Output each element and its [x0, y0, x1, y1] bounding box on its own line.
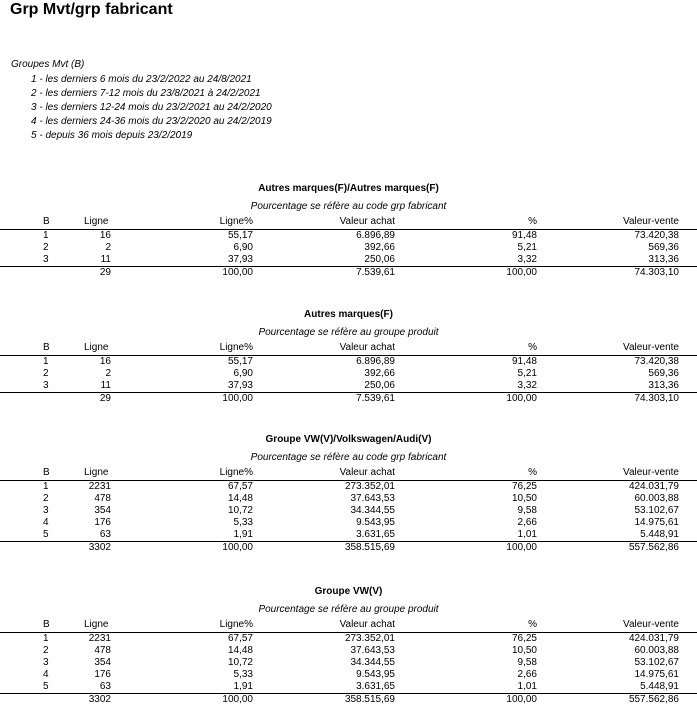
section-title: Groupe VW(V)/Volkswagen/Audi(V) — [265, 434, 432, 445]
column-header-b: B — [43, 216, 50, 227]
legend-item: 5 - depuis 36 mois depuis 23/2/2019 — [31, 130, 193, 141]
total-ligne-pct: 100,00 — [222, 694, 253, 705]
column-header-valeur-achat: Valeur achat — [339, 467, 395, 478]
column-header-valeur-vente: Valeur-vente — [623, 216, 679, 227]
cell-valeur-vente: 5.448,91 — [640, 529, 679, 540]
section-subtitle: Pourcentage se réfère au code grp fabricant — [250, 452, 447, 463]
cell-valeur-vente: 5.448,91 — [640, 681, 679, 692]
cell-pct: 10,50 — [511, 645, 537, 656]
cell-b: 2 — [43, 242, 49, 253]
cell-ligne-pct: 1,91 — [233, 681, 253, 692]
cell-b: 3 — [43, 657, 49, 668]
table-row — [0, 669, 697, 681]
table-row — [0, 368, 697, 380]
cell-ligne-pct: 1,91 — [233, 529, 253, 540]
table-row — [0, 645, 697, 657]
cell-valeur-vente: 60.003,88 — [634, 493, 679, 504]
column-header-ligne-pct: Ligne% — [219, 216, 253, 227]
cell-valeur-achat: 37.643,53 — [350, 645, 395, 656]
total-row — [0, 541, 697, 553]
cell-ligne-pct: 6,90 — [233, 368, 253, 379]
table-row — [0, 380, 697, 392]
table-row — [0, 493, 697, 505]
total-valeur-vente: 74.303,10 — [634, 393, 679, 404]
cell-pct: 91,48 — [511, 356, 537, 367]
total-ligne: 3302 — [88, 694, 111, 705]
total-ligne: 3302 — [88, 542, 111, 553]
total-ligne: 29 — [99, 393, 111, 404]
cell-valeur-vente: 313,36 — [648, 254, 679, 265]
cell-valeur-achat: 34.344,55 — [350, 657, 395, 668]
cell-pct: 2,66 — [517, 517, 537, 528]
data-table — [0, 619, 697, 705]
total-pct: 100,00 — [506, 542, 537, 553]
cell-ligne-pct: 10,72 — [227, 657, 253, 668]
cell-ligne: 2231 — [88, 633, 111, 644]
cell-valeur-vente: 569,36 — [648, 368, 679, 379]
cell-ligne-pct: 55,17 — [227, 230, 253, 241]
total-ligne-pct: 100,00 — [222, 393, 253, 404]
total-valeur-vente: 557.562,86 — [628, 542, 679, 553]
section-title: Groupe VW(V) — [314, 586, 383, 597]
cell-b: 5 — [43, 681, 49, 692]
table-row — [0, 633, 697, 645]
section-title: Autres marques(F) — [304, 309, 393, 320]
column-header-pct: % — [528, 619, 537, 630]
table-row — [0, 517, 697, 529]
total-valeur-achat: 7.539,61 — [356, 267, 395, 278]
cell-valeur-vente: 424.031,79 — [628, 481, 679, 492]
cell-ligne: 176 — [94, 669, 111, 680]
cell-valeur-achat: 3.631,65 — [356, 529, 395, 540]
cell-valeur-vente: 14.975,61 — [634, 669, 679, 680]
cell-pct: 76,25 — [511, 481, 537, 492]
column-header-ligne: Ligne — [84, 342, 109, 353]
cell-valeur-vente: 60.003,88 — [634, 645, 679, 656]
column-header-valeur-vente: Valeur-vente — [623, 342, 679, 353]
cell-pct: 3,32 — [517, 380, 537, 391]
cell-ligne-pct: 14,48 — [227, 493, 253, 504]
total-row — [0, 693, 697, 705]
table-header-row — [0, 467, 697, 481]
legend-item: 3 - les derniers 12-24 mois du 23/2/2021 au 24/2/2020 — [31, 102, 272, 113]
table-header-row — [0, 342, 697, 356]
cell-b: 1 — [43, 356, 49, 367]
cell-valeur-achat: 392,66 — [364, 242, 395, 253]
cell-b: 3 — [43, 380, 49, 391]
table-row — [0, 529, 697, 541]
total-pct: 100,00 — [506, 694, 537, 705]
total-valeur-achat: 7.539,61 — [356, 393, 395, 404]
cell-valeur-achat: 6.896,89 — [356, 230, 395, 241]
cell-ligne-pct: 37,93 — [227, 254, 253, 265]
data-table — [0, 342, 697, 404]
total-ligne-pct: 100,00 — [222, 542, 253, 553]
table-row — [0, 505, 697, 517]
column-header-valeur-vente: Valeur-vente — [623, 467, 679, 478]
table-row — [0, 242, 697, 254]
column-header-pct: % — [528, 342, 537, 353]
table-row — [0, 254, 697, 266]
cell-valeur-vente: 14.975,61 — [634, 517, 679, 528]
cell-valeur-achat: 3.631,65 — [356, 681, 395, 692]
table-row — [0, 657, 697, 669]
total-row — [0, 266, 697, 278]
cell-valeur-achat: 250,06 — [364, 254, 395, 265]
cell-ligne: 2 — [105, 242, 111, 253]
column-header-valeur-achat: Valeur achat — [339, 619, 395, 630]
cell-pct: 9,58 — [517, 657, 537, 668]
cell-valeur-achat: 6.896,89 — [356, 356, 395, 367]
cell-valeur-achat: 250,06 — [364, 380, 395, 391]
data-table — [0, 216, 697, 278]
cell-ligne: 478 — [94, 645, 111, 656]
total-valeur-vente: 74.303,10 — [634, 267, 679, 278]
table-row — [0, 681, 697, 693]
cell-ligne: 16 — [99, 230, 111, 241]
cell-b: 1 — [43, 481, 49, 492]
cell-ligne-pct: 14,48 — [227, 645, 253, 656]
page-title: Grp Mvt/grp fabricant — [10, 1, 173, 18]
cell-valeur-vente: 424.031,79 — [628, 633, 679, 644]
cell-ligne: 354 — [94, 505, 111, 516]
legend-item: 2 - les derniers 7-12 mois du 23/8/2021 à 24/2/2021 — [31, 88, 261, 99]
data-table — [0, 467, 697, 553]
cell-ligne: 16 — [99, 356, 111, 367]
cell-valeur-achat: 34.344,55 — [350, 505, 395, 516]
cell-ligne: 11 — [100, 254, 111, 265]
cell-ligne-pct: 67,57 — [227, 481, 253, 492]
cell-valeur-achat: 273.352,01 — [344, 633, 395, 644]
cell-ligne-pct: 6,90 — [233, 242, 253, 253]
table-row — [0, 230, 697, 242]
cell-b: 2 — [43, 368, 49, 379]
column-header-ligne-pct: Ligne% — [219, 342, 253, 353]
cell-ligne-pct: 10,72 — [227, 505, 253, 516]
cell-ligne: 478 — [94, 493, 111, 504]
cell-valeur-vente: 569,36 — [648, 242, 679, 253]
total-ligne: 29 — [99, 267, 111, 278]
cell-ligne: 354 — [94, 657, 111, 668]
cell-pct: 1,01 — [517, 529, 537, 540]
cell-valeur-vente: 53.102,67 — [634, 657, 679, 668]
cell-ligne-pct: 5,33 — [233, 669, 253, 680]
cell-ligne: 63 — [99, 681, 111, 692]
cell-valeur-achat: 273.352,01 — [344, 481, 395, 492]
cell-pct: 2,66 — [517, 669, 537, 680]
column-header-valeur-achat: Valeur achat — [339, 342, 395, 353]
cell-valeur-vente: 73.420,38 — [634, 230, 679, 241]
total-valeur-achat: 358.515,69 — [344, 694, 395, 705]
cell-valeur-vente: 73.420,38 — [634, 356, 679, 367]
section-title: Autres marques(F)/Autres marques(F) — [258, 183, 439, 194]
cell-pct: 5,21 — [517, 368, 537, 379]
cell-pct: 76,25 — [511, 633, 537, 644]
column-header-valeur-vente: Valeur-vente — [623, 619, 679, 630]
cell-valeur-vente: 313,36 — [648, 380, 679, 391]
cell-ligne: 2231 — [88, 481, 111, 492]
section-subtitle: Pourcentage se réfère au code grp fabricant — [250, 201, 447, 212]
table-row — [0, 356, 697, 368]
cell-b: 1 — [43, 230, 49, 241]
cell-ligne: 176 — [94, 517, 111, 528]
column-header-ligne: Ligne — [84, 467, 109, 478]
cell-b: 4 — [43, 517, 49, 528]
cell-b: 2 — [43, 493, 49, 504]
total-valeur-achat: 358.515,69 — [344, 542, 395, 553]
cell-pct: 10,50 — [511, 493, 537, 504]
cell-ligne-pct: 5,33 — [233, 517, 253, 528]
cell-b: 5 — [43, 529, 49, 540]
cell-b: 3 — [43, 254, 49, 265]
column-header-pct: % — [528, 467, 537, 478]
column-header-b: B — [43, 619, 50, 630]
cell-ligne: 63 — [99, 529, 111, 540]
table-row — [0, 481, 697, 493]
column-header-valeur-achat: Valeur achat — [339, 216, 395, 227]
cell-b: 4 — [43, 669, 49, 680]
cell-b: 2 — [43, 645, 49, 656]
section-subtitle: Pourcentage se réfère au groupe produit — [258, 327, 439, 338]
cell-valeur-vente: 53.102,67 — [634, 505, 679, 516]
total-pct: 100,00 — [506, 267, 537, 278]
cell-b: 3 — [43, 505, 49, 516]
cell-valeur-achat: 9.543,95 — [356, 669, 395, 680]
cell-pct: 91,48 — [511, 230, 537, 241]
total-row — [0, 392, 697, 404]
legend-list — [31, 73, 272, 143]
column-header-ligne: Ligne — [84, 619, 109, 630]
cell-pct: 9,58 — [517, 505, 537, 516]
column-header-ligne-pct: Ligne% — [219, 619, 253, 630]
total-ligne-pct: 100,00 — [222, 267, 253, 278]
legend-item: 1 - les derniers 6 mois du 23/2/2022 au 24/8/2021 — [31, 74, 252, 85]
cell-pct: 5,21 — [517, 242, 537, 253]
column-header-b: B — [43, 467, 50, 478]
cell-ligne: 2 — [105, 368, 111, 379]
cell-pct: 3,32 — [517, 254, 537, 265]
cell-pct: 1,01 — [517, 681, 537, 692]
column-header-ligne-pct: Ligne% — [219, 467, 253, 478]
section-subtitle: Pourcentage se réfère au groupe produit — [258, 604, 439, 615]
cell-b: 1 — [43, 633, 49, 644]
cell-ligne-pct: 55,17 — [227, 356, 253, 367]
table-header-row — [0, 216, 697, 230]
cell-valeur-achat: 392,66 — [364, 368, 395, 379]
legend-item: 4 - les derniers 24-36 mois du 23/2/2020 au 24/2/2019 — [31, 116, 272, 127]
total-pct: 100,00 — [506, 393, 537, 404]
legend-heading: Groupes Mvt (B) — [11, 59, 85, 70]
cell-valeur-achat: 37.643,53 — [350, 493, 395, 504]
table-header-row — [0, 619, 697, 633]
cell-ligne-pct: 37,93 — [227, 380, 253, 391]
column-header-b: B — [43, 342, 50, 353]
total-valeur-vente: 557.562,86 — [628, 694, 679, 705]
column-header-ligne: Ligne — [84, 216, 109, 227]
cell-ligne: 11 — [100, 380, 111, 391]
cell-valeur-achat: 9.543,95 — [356, 517, 395, 528]
cell-ligne-pct: 67,57 — [227, 633, 253, 644]
column-header-pct: % — [528, 216, 537, 227]
